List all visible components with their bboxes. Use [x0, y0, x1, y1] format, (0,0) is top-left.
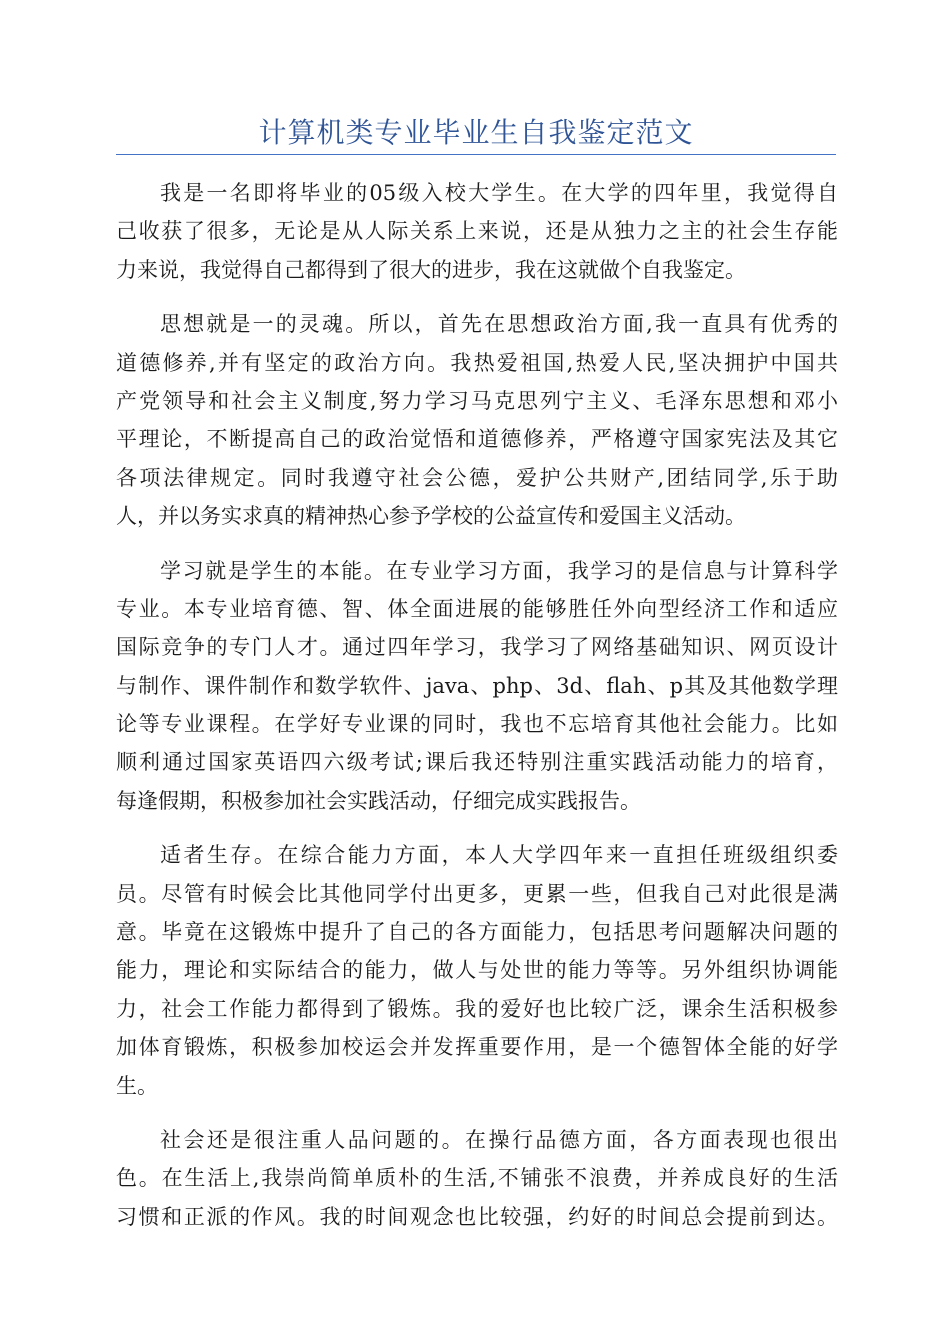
paragraph-line: 己收获了很多，无论是从人际关系上来说，还是从独力之主的社会生存能 — [116, 219, 838, 244]
paragraph-line: 各项法律规定。同时我遵守社会公德，爱护公共财产,团结同学,乐于助 — [116, 465, 838, 490]
paragraph-line: 学习就是学生的本能。在专业学习方面，我学习的是信息与计算科学 — [160, 558, 838, 583]
paragraph-line: 力来说，我觉得自己都得到了很大的进步，我在这就做个自我鉴定。 — [116, 257, 746, 282]
paragraph-line: 社会还是很注重人品问题的。在操行品德方面，各方面表现也很出 — [160, 1127, 838, 1152]
paragraph-line: 人，并以务实求真的精神热心参予学校的公益宣传和爱国主义活动。 — [116, 504, 746, 529]
paragraph-line: 色。在生活上,我崇尚简单质朴的生活,不铺张不浪费，并养成良好的生活 — [116, 1166, 838, 1191]
paragraph-line: 员。尽管有时候会比其他同学付出更多，更累一些，但我自己对此很是满 — [116, 881, 838, 906]
document-body — [116, 174, 838, 1252]
paragraph-line: 意。毕竟在这锻炼中提升了自己的各方面能力，包括思考问题解决问题的 — [116, 920, 838, 945]
paragraph-line: 平理论，不断提高自己的政治觉悟和道德修养，严格遵守国家宪法及其它 — [116, 427, 838, 452]
paragraph-line: 每逢假期，积极参加社会实践活动，仔细完成实践报告。 — [116, 788, 641, 813]
document-title: 计算机类专业毕业生自我鉴定范文 — [258, 116, 694, 149]
paragraph — [116, 174, 838, 289]
paragraph-line: 适者生存。在综合能力方面，本人大学四年来一直担任班级组织委 — [160, 843, 838, 868]
paragraph-line: 专业。本专业培育德、智、体全面进展的能够胜任外向型经济工作和适应 — [116, 596, 838, 621]
paragraph — [116, 552, 838, 821]
paragraph-line: 与制作、课件制作和数学软件、java、php、3d、flah、p其及其他数学理 — [116, 673, 838, 698]
paragraph-line: 生。 — [116, 1073, 158, 1098]
title-underline — [116, 154, 836, 155]
paragraph-line: 论等专业课程。在学好专业课的同时，我也不忘培育其他社会能力。比如 — [116, 712, 838, 737]
paragraph-line: 产党领导和社会主义制度,努力学习马克思列宁主义、毛泽东思想和邓小 — [116, 388, 838, 413]
paragraph-line: 思想就是一的灵魂。所以，首先在思想政治方面,我一直具有优秀的 — [160, 312, 838, 337]
paragraph-line: 道德修养,并有坚定的政治方向。我热爱祖国,热爱人民,坚决拥护中国共 — [116, 350, 838, 375]
paragraph-line: 加体育锻炼，积极参加校运会并发挥重要作用，是一个德智体全能的好学 — [116, 1035, 838, 1060]
paragraph-line: 我是一名即将毕业的05级入校大学生。在大学的四年里，我觉得自 — [160, 181, 838, 205]
paragraph-line: 能力，理论和实际结合的能力，做人与处世的能力等等。另外组织协调能 — [116, 958, 838, 983]
paragraph-line: 力，社会工作能力都得到了锻炼。我的爱好也比较广泛，课余生活积极参 — [116, 996, 838, 1021]
paragraph — [116, 1121, 838, 1236]
paragraph — [116, 305, 838, 535]
paragraph-line: 顺利通过国家英语四六级考试;课后我还特别注重实践活动能力的培育， — [116, 750, 838, 775]
paragraph — [116, 836, 838, 1105]
paragraph-line: 国际竞争的专门人才。通过四年学习，我学习了网络基础知识、网页设计 — [116, 635, 838, 660]
paragraph-line: 习惯和正派的作风。我的时间观念也比较强，约好的时间总会提前到达。 — [116, 1204, 838, 1229]
